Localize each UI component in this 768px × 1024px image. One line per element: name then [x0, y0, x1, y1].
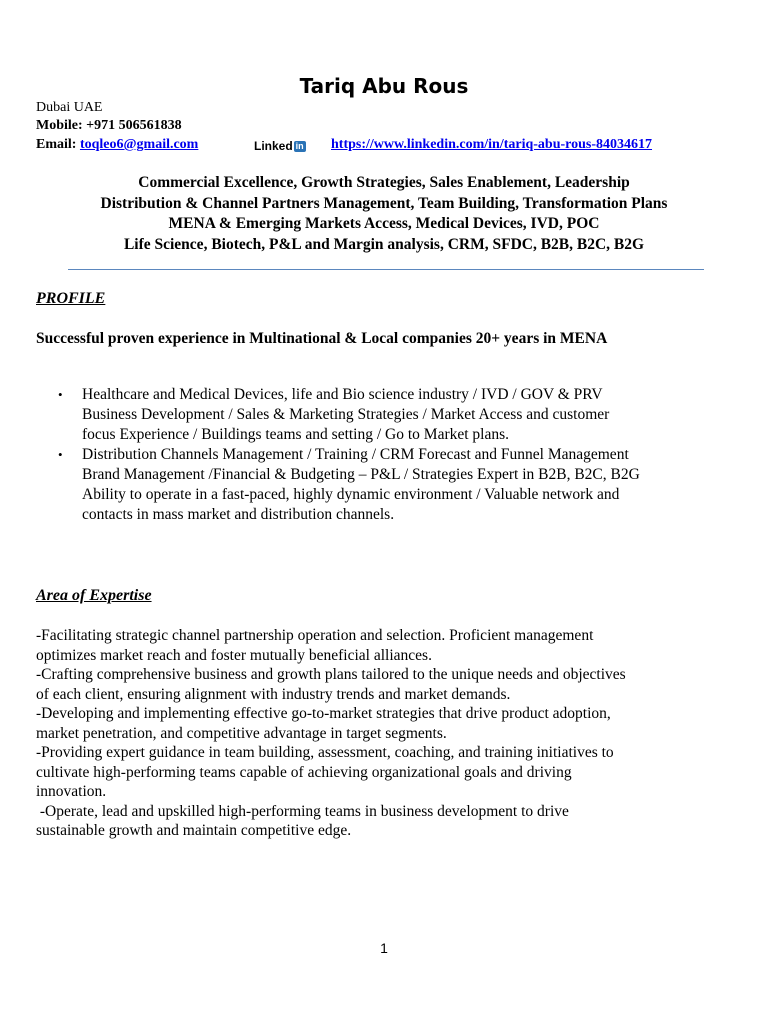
- headline-line-1: Commercial Excellence, Growth Strategies, Sales Enablement, Leadership: [138, 174, 630, 191]
- expertise-heading: Area of Expertise: [36, 587, 152, 604]
- expertise-paragraph: [36, 626, 626, 841]
- linkedin-icon: in: [295, 140, 304, 151]
- headline-line-2: Distribution & Channel Partners Management, Team Building, Transformation Plans: [100, 194, 668, 212]
- mobile-number: +971 506561838: [86, 118, 182, 133]
- linkedin-url-link[interactable]: https://www.linkedin.com/in/tariq-abu-rous-84034617: [331, 137, 653, 152]
- page-number: 1: [380, 940, 388, 956]
- profile-summary: Successful proven experience in Multinational & Local companies 20+ years in MENA: [36, 330, 608, 347]
- expertise-line: innovation.: [36, 783, 107, 800]
- expertise-line: cultivate high-performing teams capable of achieving organizational goals and driving: [36, 763, 572, 781]
- email-link[interactable]: toqleo6@gmail.com: [79, 137, 199, 152]
- header-divider: [68, 269, 704, 270]
- expertise-line: sustainable growth and maintain competitive edge.: [36, 822, 352, 839]
- expertise-line: -Facilitating strategic channel partnership operation and selection. Proficient management: [36, 627, 594, 644]
- profile-bullet-list: [58, 385, 758, 525]
- expertise-line: -Developing and implementing effective go-to-market strategies that drive product adoption,: [36, 705, 611, 722]
- expertise-line: -Providing expert guidance in team building, assessment, coaching, and training initiatives to: [36, 744, 614, 761]
- profile-bullet-1: [58, 385, 758, 445]
- bullet-1-line-3: focus Experience / Buildings teams and setting / Go to Market plans.: [82, 426, 510, 443]
- linkedin-logo-text: Linked: [254, 139, 293, 153]
- bullet-2-line-1: Distribution Channels Management / Training / CRM Forecast and Funnel Management: [82, 446, 629, 463]
- bullet-1-line-2: Business Development / Sales & Marketing Strategies / Market Access and customer: [82, 406, 610, 423]
- expertise-line: market penetration, and competitive advantage in target segments.: [36, 724, 447, 742]
- headline-line-4: Life Science, Biotech, P&L and Margin analysis, CRM, SFDC, B2B, B2C, B2G: [123, 235, 645, 253]
- expertise-line: -Crafting comprehensive business and growth plans tailored to the unique needs and objectives: [36, 666, 626, 683]
- bullet-2-line-4: contacts in mass market and distribution channels.: [82, 506, 395, 523]
- bullet-icon: •: [58, 447, 63, 462]
- expertise-line: of each client, ensuring alignment with industry trends and market demands.: [36, 685, 511, 703]
- linkedin-url-line: [331, 136, 652, 154]
- location: Dubai UAE: [36, 100, 103, 115]
- mobile-line: [36, 117, 182, 135]
- expertise-line: -Operate, lead and upskilled high-performing teams in business development to drive: [36, 802, 569, 820]
- bullet-2-line-2: Brand Management /Financial & Budgeting – P&L / Strategies Expert in B2B, B2C, B2G: [82, 466, 640, 483]
- linkedin-logo: [254, 137, 306, 155]
- bullet-icon: •: [58, 387, 63, 402]
- profile-heading: PROFILE: [36, 290, 106, 307]
- email-line: [36, 136, 198, 154]
- expertise-line: optimizes market reach and foster mutually beneficial alliances.: [36, 646, 432, 664]
- bullet-1-line-1: Healthcare and Medical Devices, life and Bio science industry / IVD / GOV & PRV: [82, 386, 603, 403]
- profile-bullet-2: [58, 445, 758, 525]
- headline-line-3: MENA & Emerging Markets Access, Medical Devices, IVD, POC: [168, 215, 600, 232]
- bullet-2-line-3: Ability to operate in a fast-paced, highly dynamic environment / Valuable network and: [82, 486, 620, 503]
- email-label: Email:: [36, 137, 77, 152]
- mobile-label: Mobile:: [36, 118, 83, 133]
- candidate-name: Tariq Abu Rous: [299, 74, 469, 98]
